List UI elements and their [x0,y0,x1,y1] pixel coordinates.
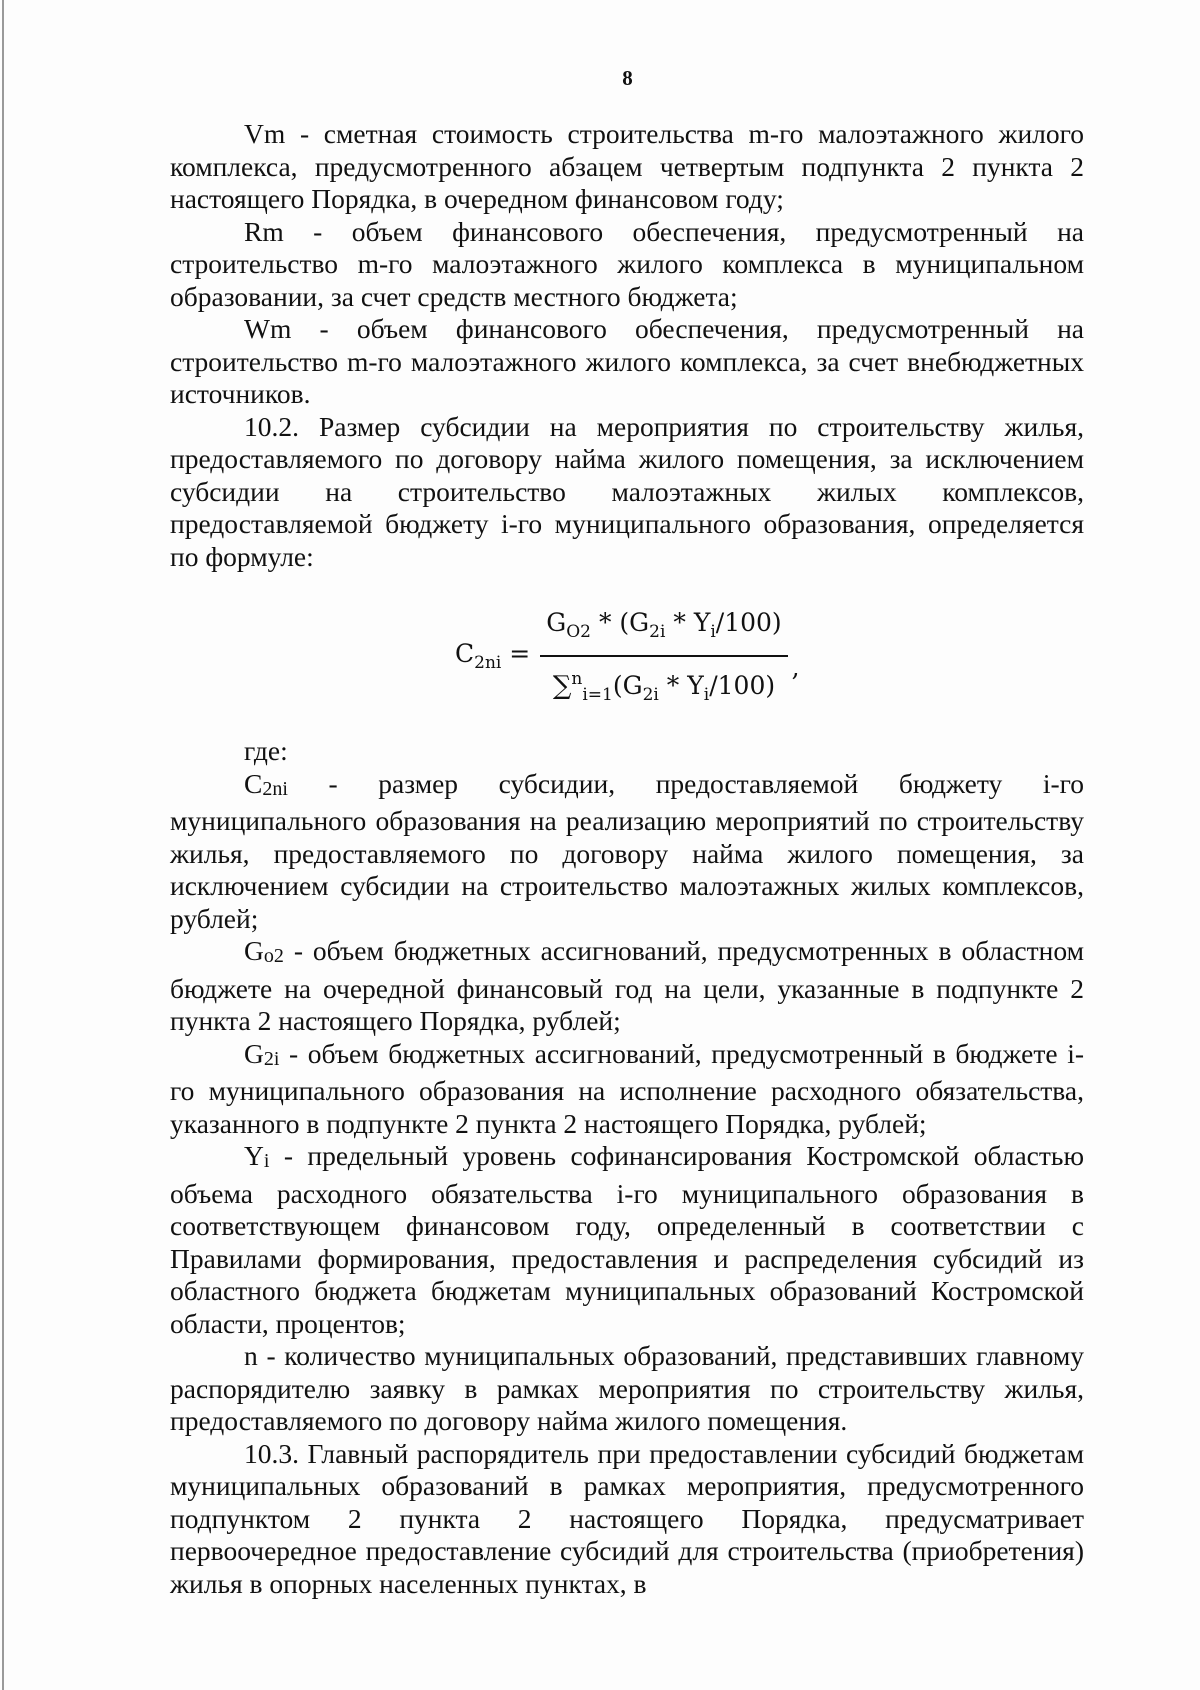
paragraph-10-2: 10.2. Размер субсидии на мероприятия по строительству жилья, предоставляемого по договору найма жилого помещения, за исключением субсидии на строительство малоэтажных жилых комплексов, предоставляемой бюджету i-го муниципального образования, определяется по формуле: [170,410,1084,572]
formula-fraction [540,607,787,711]
go2-subscript: o2 [263,945,284,967]
g2i-subscript: 2i [263,1047,280,1070]
document-body [170,118,1084,1600]
formula-lhs-sub: 2ni [474,653,502,674]
paragraph-rm: Rm - объем финансового обеспечения, предусмотренный на строительство m-го малоэтажного жилого комплекса в муниципальном образовании, за счет средств местного бюджета; [170,215,1084,312]
num-mult2: * [665,608,694,637]
num-g2: G [629,608,650,637]
definition-go2 [170,935,1084,1038]
definition-g2i [170,1038,1084,1141]
den-g-sub: 2i [642,684,659,705]
page-number: 8 [622,66,633,90]
subsidy-formula [170,573,1084,735]
num-tail: /100) [715,608,782,637]
formula-lhs [455,638,530,680]
yi-text: - предельный уровень софинансирования Костромской областью объема расходного обязательства i-го муниципального образования в соответствующем финансовом году, определенный в соответствии с Правилами формирования, предоставления и распределения субсидий из областного бюджета бюджетам муниципальных образований Костромской области, процентов; [170,1140,1084,1339]
sum-sub: i=1 [582,684,613,705]
c2ni-symbol: C [244,767,263,799]
num-g2-sub: 2i [649,622,666,642]
c2ni-text: - размер субсидии, предоставляемой бюджету i-го муниципального образования на реализацию мероприятий по строительству жилья, предоставляемого по договору найма жилого помещения, за исключением субсидии на строительство малоэтажных жилых комплексов, рублей; [170,767,1084,934]
paragraph-wm: Wm - объем финансового обеспечения, предусмотренный на строительство m-го малоэтажного жилого комплекса, за счет внебюджетных источников. [170,313,1084,409]
go2-text: - объем бюджетных ассигнований, предусмотренных в областном бюджете на очередной финансовый год на цели, указанные в подпункте 2 пункта 2 настоящего Порядка, рублей; [170,935,1084,1036]
den-tail: /100) [709,670,776,700]
num-g: G [546,608,567,637]
yi-subscript: i [263,1150,270,1172]
scan-edge-line [2,0,4,1690]
den-mult: * [658,670,688,700]
formula-expression [455,607,800,711]
formula-numerator [540,607,787,657]
definition-n: n - количество муниципальных образований, представивших главному распорядителю заявку в рамках мероприятия по строительству жилья, предоставляемого по договору найма жилого помещения. [170,1340,1084,1436]
sum-sup: n [571,668,583,689]
go2-symbol: G [244,935,264,966]
definition-yi [170,1140,1084,1340]
formula-equals: = [509,639,531,669]
sum-sign: ∑ [552,670,572,701]
g2i-symbol: G [244,1037,264,1069]
definitions-intro: где: [244,735,288,766]
num-y: Y [693,608,711,637]
formula-denominator [547,657,781,712]
num-y-sub: i [710,622,716,642]
formula-lhs-symbol: C [455,639,475,669]
den-y: Y [687,670,704,700]
paragraph-vm: Vm - сметная стоимость строительства m-го малоэтажного жилого комплекса, предусмотренного абзацем четвертым подпункта 2 пункта 2 настоящего Порядка, в очередном финансовом году; [170,118,1084,214]
definition-c2ni [170,768,1084,936]
den-y-sub: i [703,684,710,705]
num-mult: * ( [591,608,630,637]
den-g: G [622,670,643,700]
c2ni-subscript: 2ni [262,777,288,800]
num-g-sub: O2 [566,622,591,642]
yi-symbol: Y [244,1140,264,1171]
g2i-text: - объем бюджетных ассигнований, предусмотренный в бюджете i-го муниципального образования на исполнение расходного обязательства, указанного в подпункте 2 пункта 2 настоящего Порядка, рублей; [170,1037,1084,1139]
formula-trailing-comma: , [791,652,800,682]
den-open: ( [612,670,623,700]
paragraph-10-3: 10.3. Главный распорядитель при предоставлении субсидий бюджетам муниципальных образований в рамках мероприятия, предусмотренного подпунктом 2 пункта 2 настоящего Порядка, предусматривает первоочередное предоставление субсидий для строительства (приобретения) жилья в опорных населенных пунктах, в [170,1437,1084,1599]
